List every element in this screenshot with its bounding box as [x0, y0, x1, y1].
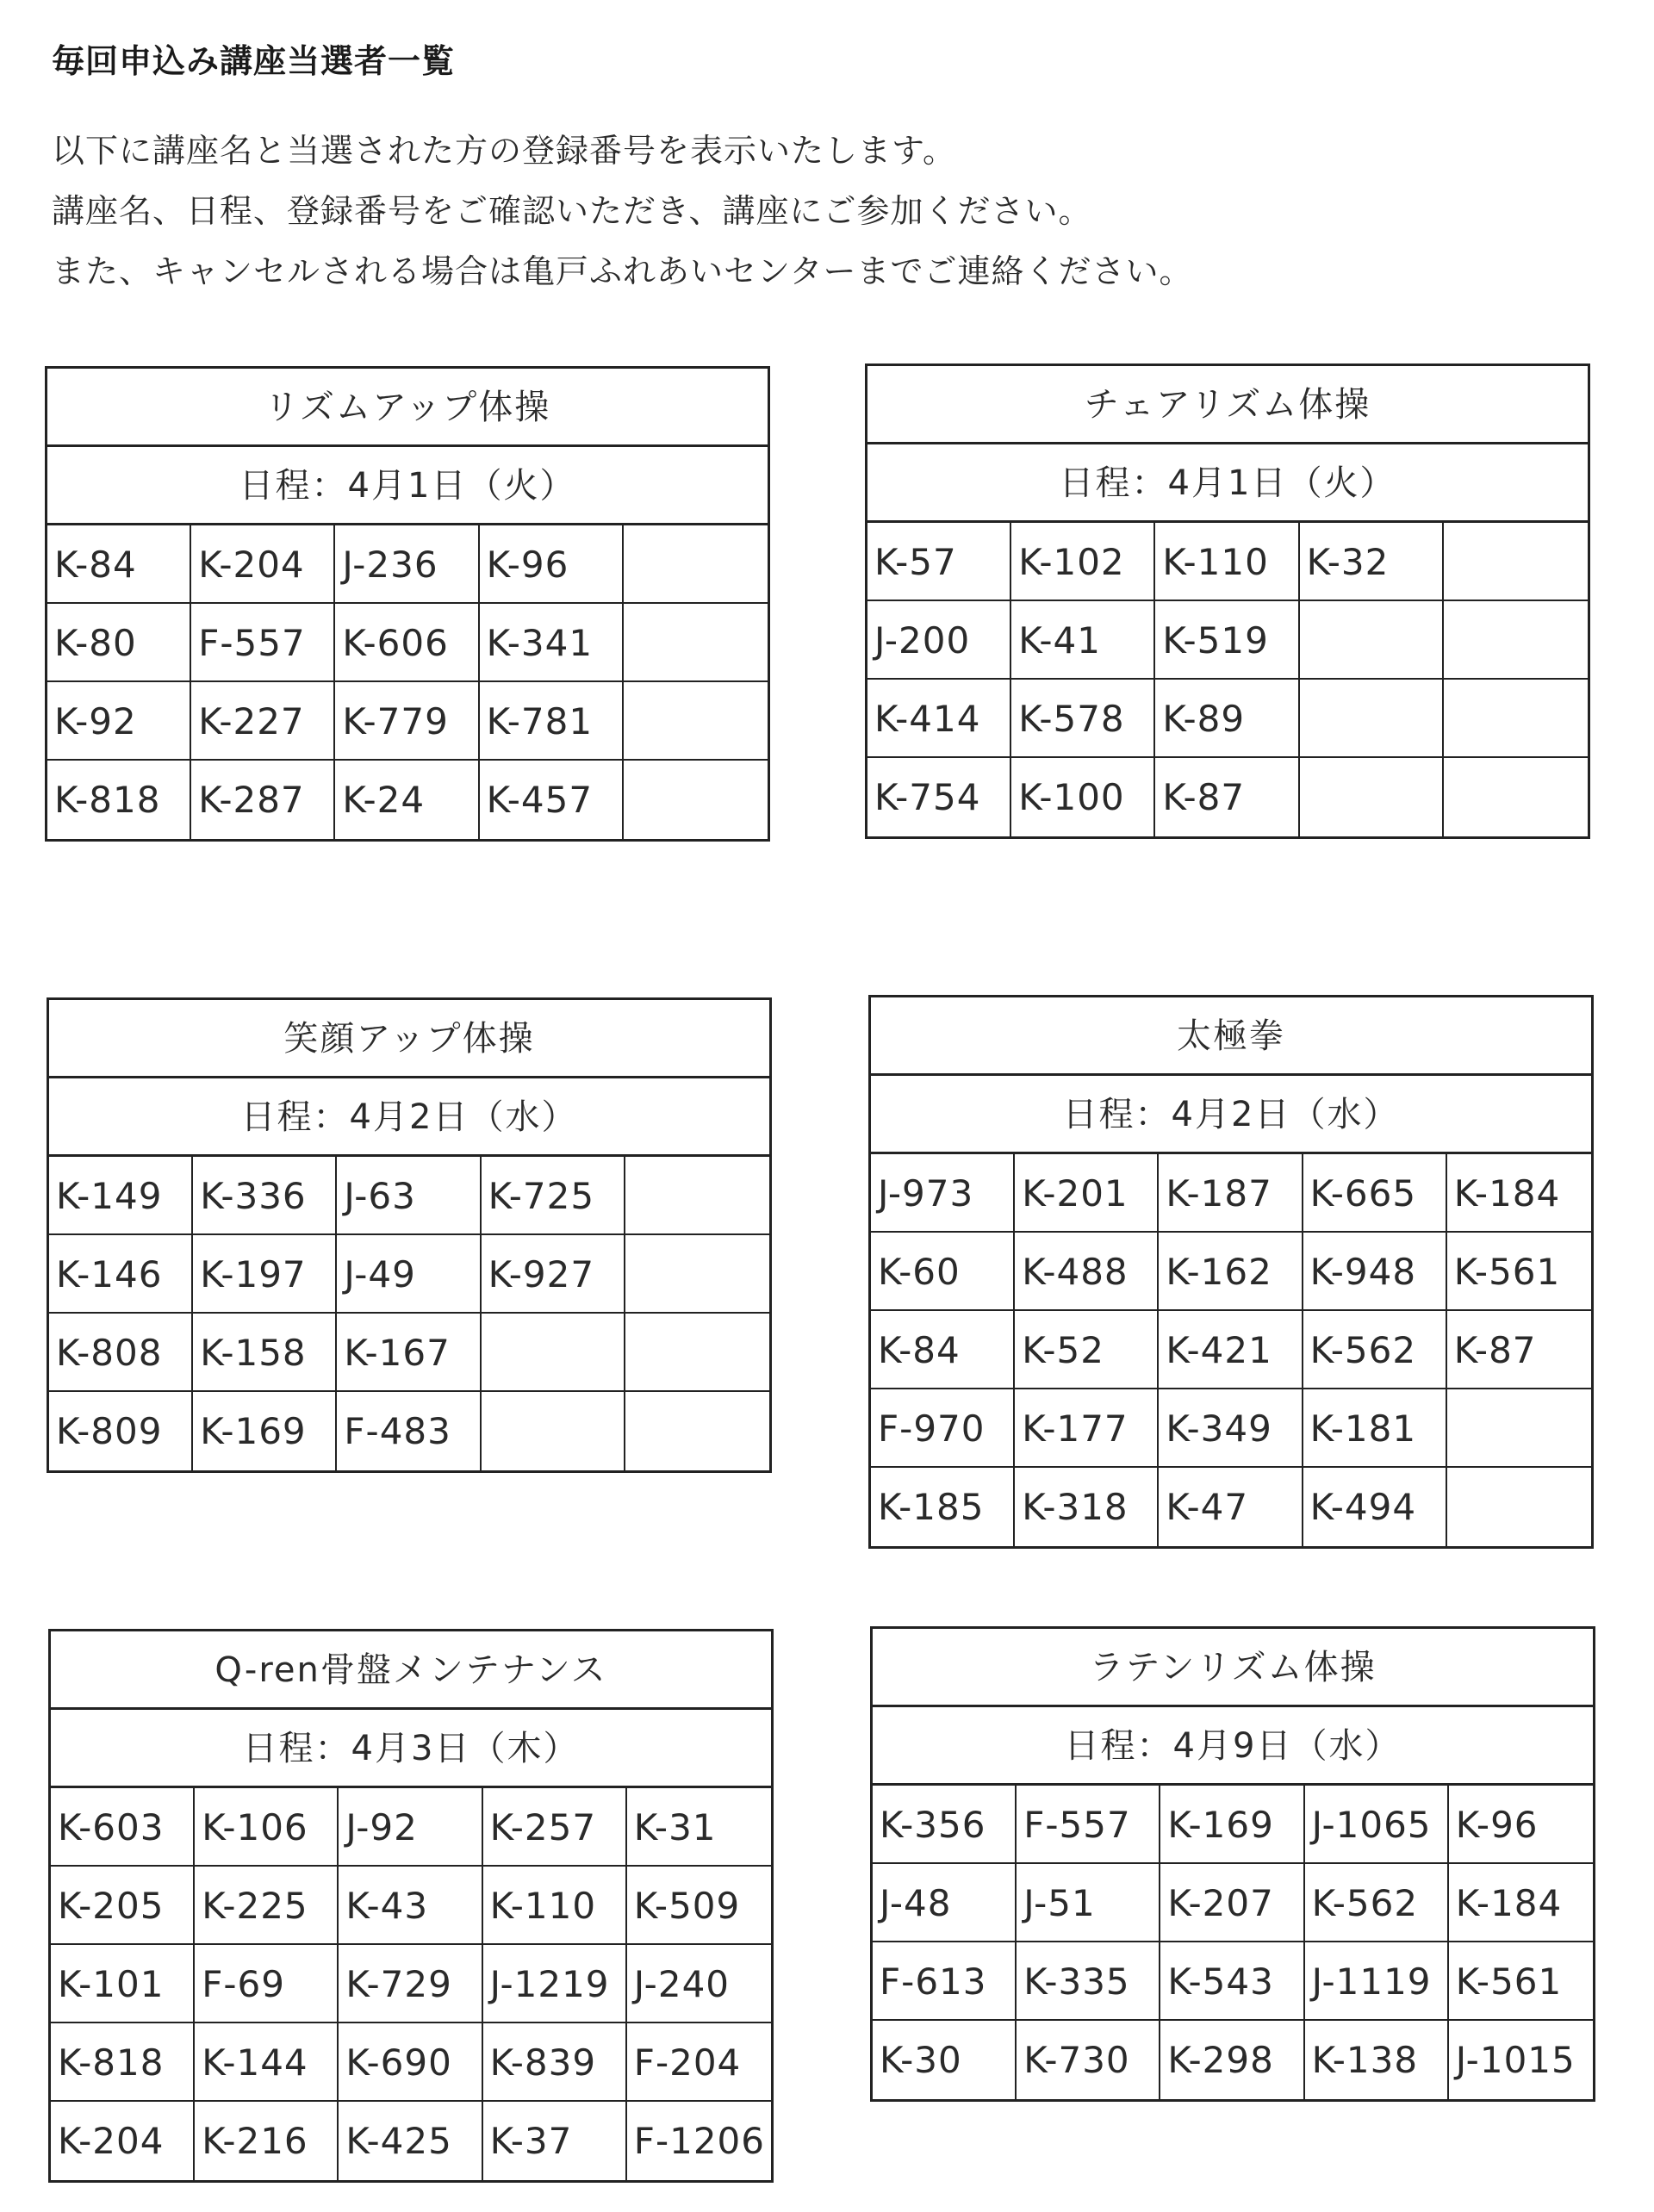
registration-number-cell: K-257	[483, 1788, 627, 1867]
registration-number-cell: K-341	[480, 604, 624, 682]
registration-number-cell: K-509	[627, 1867, 771, 1945]
winner-grid	[51, 1788, 771, 2180]
registration-number-cell: K-87	[1447, 1311, 1591, 1389]
registration-number-cell: K-101	[51, 1945, 195, 2023]
winner-grid	[871, 1154, 1591, 1546]
registration-number-cell: K-839	[483, 2023, 627, 2102]
registration-number-cell: K-725	[482, 1157, 625, 1235]
registration-number-cell	[624, 604, 768, 682]
registration-number-cell	[625, 1392, 769, 1470]
page-title: 毎回申込み講座当選者一覧	[52, 42, 456, 80]
registration-number-cell: K-110	[483, 1867, 627, 1945]
registration-number-cell: F-69	[195, 1945, 339, 2023]
course-name: リズムアップ体操	[47, 369, 768, 447]
course-table-qren-pelvis	[48, 1629, 774, 2183]
registration-number-cell: K-225	[195, 1867, 339, 1945]
registration-number-cell: K-138	[1305, 2021, 1449, 2099]
intro-line: 以下に講座名と当選された方の登録番号を表示いたします。	[52, 132, 956, 170]
registration-number-cell: J-200	[867, 601, 1011, 680]
registration-number-cell: K-41	[1011, 601, 1155, 680]
registration-number-cell: K-185	[871, 1468, 1015, 1546]
winner-grid	[873, 1786, 1593, 2099]
registration-number-cell: K-488	[1015, 1233, 1159, 1311]
registration-number-cell: K-562	[1305, 1864, 1449, 1942]
registration-number-cell: K-205	[51, 1867, 195, 1945]
course-table-smile-up	[47, 997, 772, 1473]
registration-number-cell: K-197	[193, 1235, 337, 1314]
registration-number-cell	[1444, 523, 1588, 601]
registration-number-cell: K-287	[191, 761, 335, 839]
registration-number-cell	[1444, 680, 1588, 758]
course-name: Q-ren骨盤メンテナンス	[51, 1631, 771, 1710]
registration-number-cell: K-144	[195, 2023, 339, 2102]
registration-number-cell: K-227	[191, 682, 335, 761]
registration-number-cell: K-96	[1449, 1786, 1593, 1864]
registration-number-cell: K-561	[1447, 1233, 1591, 1311]
registration-number-cell: K-43	[339, 1867, 482, 1945]
registration-number-cell: K-494	[1303, 1468, 1447, 1546]
course-date: 日程：4月2日（水）	[871, 1076, 1591, 1154]
registration-number-cell: K-336	[193, 1157, 337, 1235]
registration-number-cell: K-519	[1155, 601, 1299, 680]
intro-text	[52, 121, 1192, 301]
registration-number-cell: J-48	[873, 1864, 1017, 1942]
registration-number-cell: K-335	[1017, 1942, 1160, 2021]
registration-number-cell	[1300, 680, 1444, 758]
course-date: 日程：4月9日（水）	[873, 1707, 1593, 1786]
registration-number-cell: K-96	[480, 525, 624, 604]
course-name: チェアリズム体操	[867, 366, 1588, 444]
registration-number-cell: K-818	[51, 2023, 195, 2102]
registration-number-cell: K-187	[1159, 1154, 1303, 1233]
registration-number-cell: F-970	[871, 1389, 1015, 1468]
registration-number-cell: K-184	[1449, 1864, 1593, 1942]
registration-number-cell: J-236	[335, 525, 479, 604]
course-name: 笑顔アップ体操	[49, 1000, 769, 1078]
registration-number-cell: K-690	[339, 2023, 482, 2102]
registration-number-cell: K-87	[1155, 758, 1299, 836]
registration-number-cell: K-414	[867, 680, 1011, 758]
course-name: ラテンリズム体操	[873, 1629, 1593, 1707]
course-table-rhythm-up	[45, 366, 770, 842]
registration-number-cell: K-665	[1303, 1154, 1447, 1233]
registration-number-cell	[625, 1157, 769, 1235]
registration-number-cell	[624, 525, 768, 604]
registration-number-cell: K-162	[1159, 1233, 1303, 1311]
registration-number-cell: K-561	[1449, 1942, 1593, 2021]
registration-number-cell: K-169	[193, 1392, 337, 1470]
registration-number-cell: K-729	[339, 1945, 482, 2023]
registration-number-cell	[1444, 601, 1588, 680]
registration-number-cell: K-80	[47, 604, 191, 682]
course-table-chair-rhythm	[865, 363, 1590, 839]
registration-number-cell: J-1119	[1305, 1942, 1449, 2021]
registration-number-cell	[624, 761, 768, 839]
registration-number-cell: K-52	[1015, 1311, 1159, 1389]
course-date: 日程：4月1日（火）	[867, 444, 1588, 523]
registration-number-cell: K-204	[51, 2102, 195, 2180]
registration-number-cell	[1300, 601, 1444, 680]
intro-line: また、キャンセルされる場合は亀戸ふれあいセンターまでご連絡ください。	[52, 252, 1193, 290]
registration-number-cell: K-818	[47, 761, 191, 839]
registration-number-cell: J-51	[1017, 1864, 1160, 1942]
registration-number-cell: K-177	[1015, 1389, 1159, 1468]
registration-number-cell: J-1219	[483, 1945, 627, 2023]
registration-number-cell: K-457	[480, 761, 624, 839]
registration-number-cell: K-356	[873, 1786, 1017, 1864]
registration-number-cell: K-207	[1160, 1864, 1304, 1942]
registration-number-cell: K-754	[867, 758, 1011, 836]
registration-number-cell: K-30	[873, 2021, 1017, 2099]
registration-number-cell: F-204	[627, 2023, 771, 2102]
registration-number-cell	[1447, 1389, 1591, 1468]
registration-number-cell	[625, 1235, 769, 1314]
registration-number-cell: K-106	[195, 1788, 339, 1867]
registration-number-cell: K-169	[1160, 1786, 1304, 1864]
registration-number-cell: K-562	[1303, 1311, 1447, 1389]
registration-number-cell: K-184	[1447, 1154, 1591, 1233]
registration-number-cell: F-613	[873, 1942, 1017, 2021]
registration-number-cell: K-425	[339, 2102, 482, 2180]
registration-number-cell: F-557	[1017, 1786, 1160, 1864]
intro-line: 講座名、日程、登録番号をご確認いただき、講座にご参加ください。	[52, 192, 1092, 230]
registration-number-cell	[1447, 1468, 1591, 1546]
registration-number-cell: J-973	[871, 1154, 1015, 1233]
course-date: 日程：4月2日（水）	[49, 1078, 769, 1157]
registration-number-cell	[624, 682, 768, 761]
registration-number-cell: K-421	[1159, 1311, 1303, 1389]
registration-number-cell: K-84	[871, 1311, 1015, 1389]
registration-number-cell: K-110	[1155, 523, 1299, 601]
registration-number-cell: K-181	[1303, 1389, 1447, 1468]
registration-number-cell: K-100	[1011, 758, 1155, 836]
registration-number-cell: K-781	[480, 682, 624, 761]
registration-number-cell: J-49	[337, 1235, 481, 1314]
registration-number-cell: K-146	[49, 1235, 193, 1314]
registration-number-cell: K-57	[867, 523, 1011, 601]
registration-number-cell: J-1015	[1455, 2039, 1576, 2081]
course-date: 日程：4月3日（木）	[51, 1710, 771, 1788]
registration-number-cell	[1300, 758, 1444, 836]
registration-number-cell: K-204	[191, 525, 335, 604]
registration-number-cell: K-84	[47, 525, 191, 604]
registration-number-cell: F-483	[337, 1392, 481, 1470]
registration-number-cell: K-349	[1159, 1389, 1303, 1468]
winner-grid	[47, 525, 768, 839]
registration-number-cell: K-37	[483, 2102, 627, 2180]
registration-number-cell: J-92	[339, 1788, 482, 1867]
registration-number-cell: J-1065	[1305, 1786, 1449, 1864]
winner-grid	[867, 523, 1588, 836]
registration-number-cell	[482, 1314, 625, 1392]
registration-number-cell: K-32	[1300, 523, 1444, 601]
registration-number-cell: K-779	[335, 682, 479, 761]
registration-number-cell: K-216	[195, 2102, 339, 2180]
registration-number-cell: K-201	[1015, 1154, 1159, 1233]
registration-number-cell: K-60	[871, 1233, 1015, 1311]
registration-number-cell: K-24	[335, 761, 479, 839]
registration-number-cell: K-927	[482, 1235, 625, 1314]
registration-number-cell: K-808	[49, 1314, 193, 1392]
registration-number-cell: J-240	[627, 1945, 771, 2023]
registration-number-cell	[1444, 758, 1588, 836]
registration-number-cell: F-557	[191, 604, 335, 682]
registration-number-cell: J-63	[337, 1157, 481, 1235]
winner-grid	[49, 1157, 769, 1470]
registration-number-cell: K-809	[49, 1392, 193, 1470]
registration-number-cell: K-167	[337, 1314, 481, 1392]
course-table-latin-rhythm	[870, 1626, 1595, 2102]
registration-number-cell: K-606	[335, 604, 479, 682]
registration-number-cell: K-730	[1017, 2021, 1160, 2099]
registration-number-cell	[482, 1392, 625, 1470]
course-date: 日程：4月1日（火）	[47, 447, 768, 525]
registration-number-cell: K-603	[51, 1788, 195, 1867]
registration-number-cell: K-31	[627, 1788, 771, 1867]
registration-number-cell: K-948	[1303, 1233, 1447, 1311]
registration-number-cell: K-298	[1160, 2021, 1304, 2099]
registration-number-cell: F-1206	[633, 2120, 765, 2162]
course-name: 太極拳	[871, 997, 1591, 1076]
registration-number-cell: K-158	[193, 1314, 337, 1392]
course-table-taichi	[868, 995, 1594, 1549]
registration-number-cell: K-92	[47, 682, 191, 761]
registration-number-cell: K-102	[1011, 523, 1155, 601]
registration-number-cell: K-578	[1011, 680, 1155, 758]
registration-number-cell: K-149	[49, 1157, 193, 1235]
registration-number-cell: K-318	[1015, 1468, 1159, 1546]
registration-number-cell: K-89	[1155, 680, 1299, 758]
registration-number-cell: K-47	[1159, 1468, 1303, 1546]
registration-number-cell	[625, 1314, 769, 1392]
registration-number-cell: K-543	[1160, 1942, 1304, 2021]
